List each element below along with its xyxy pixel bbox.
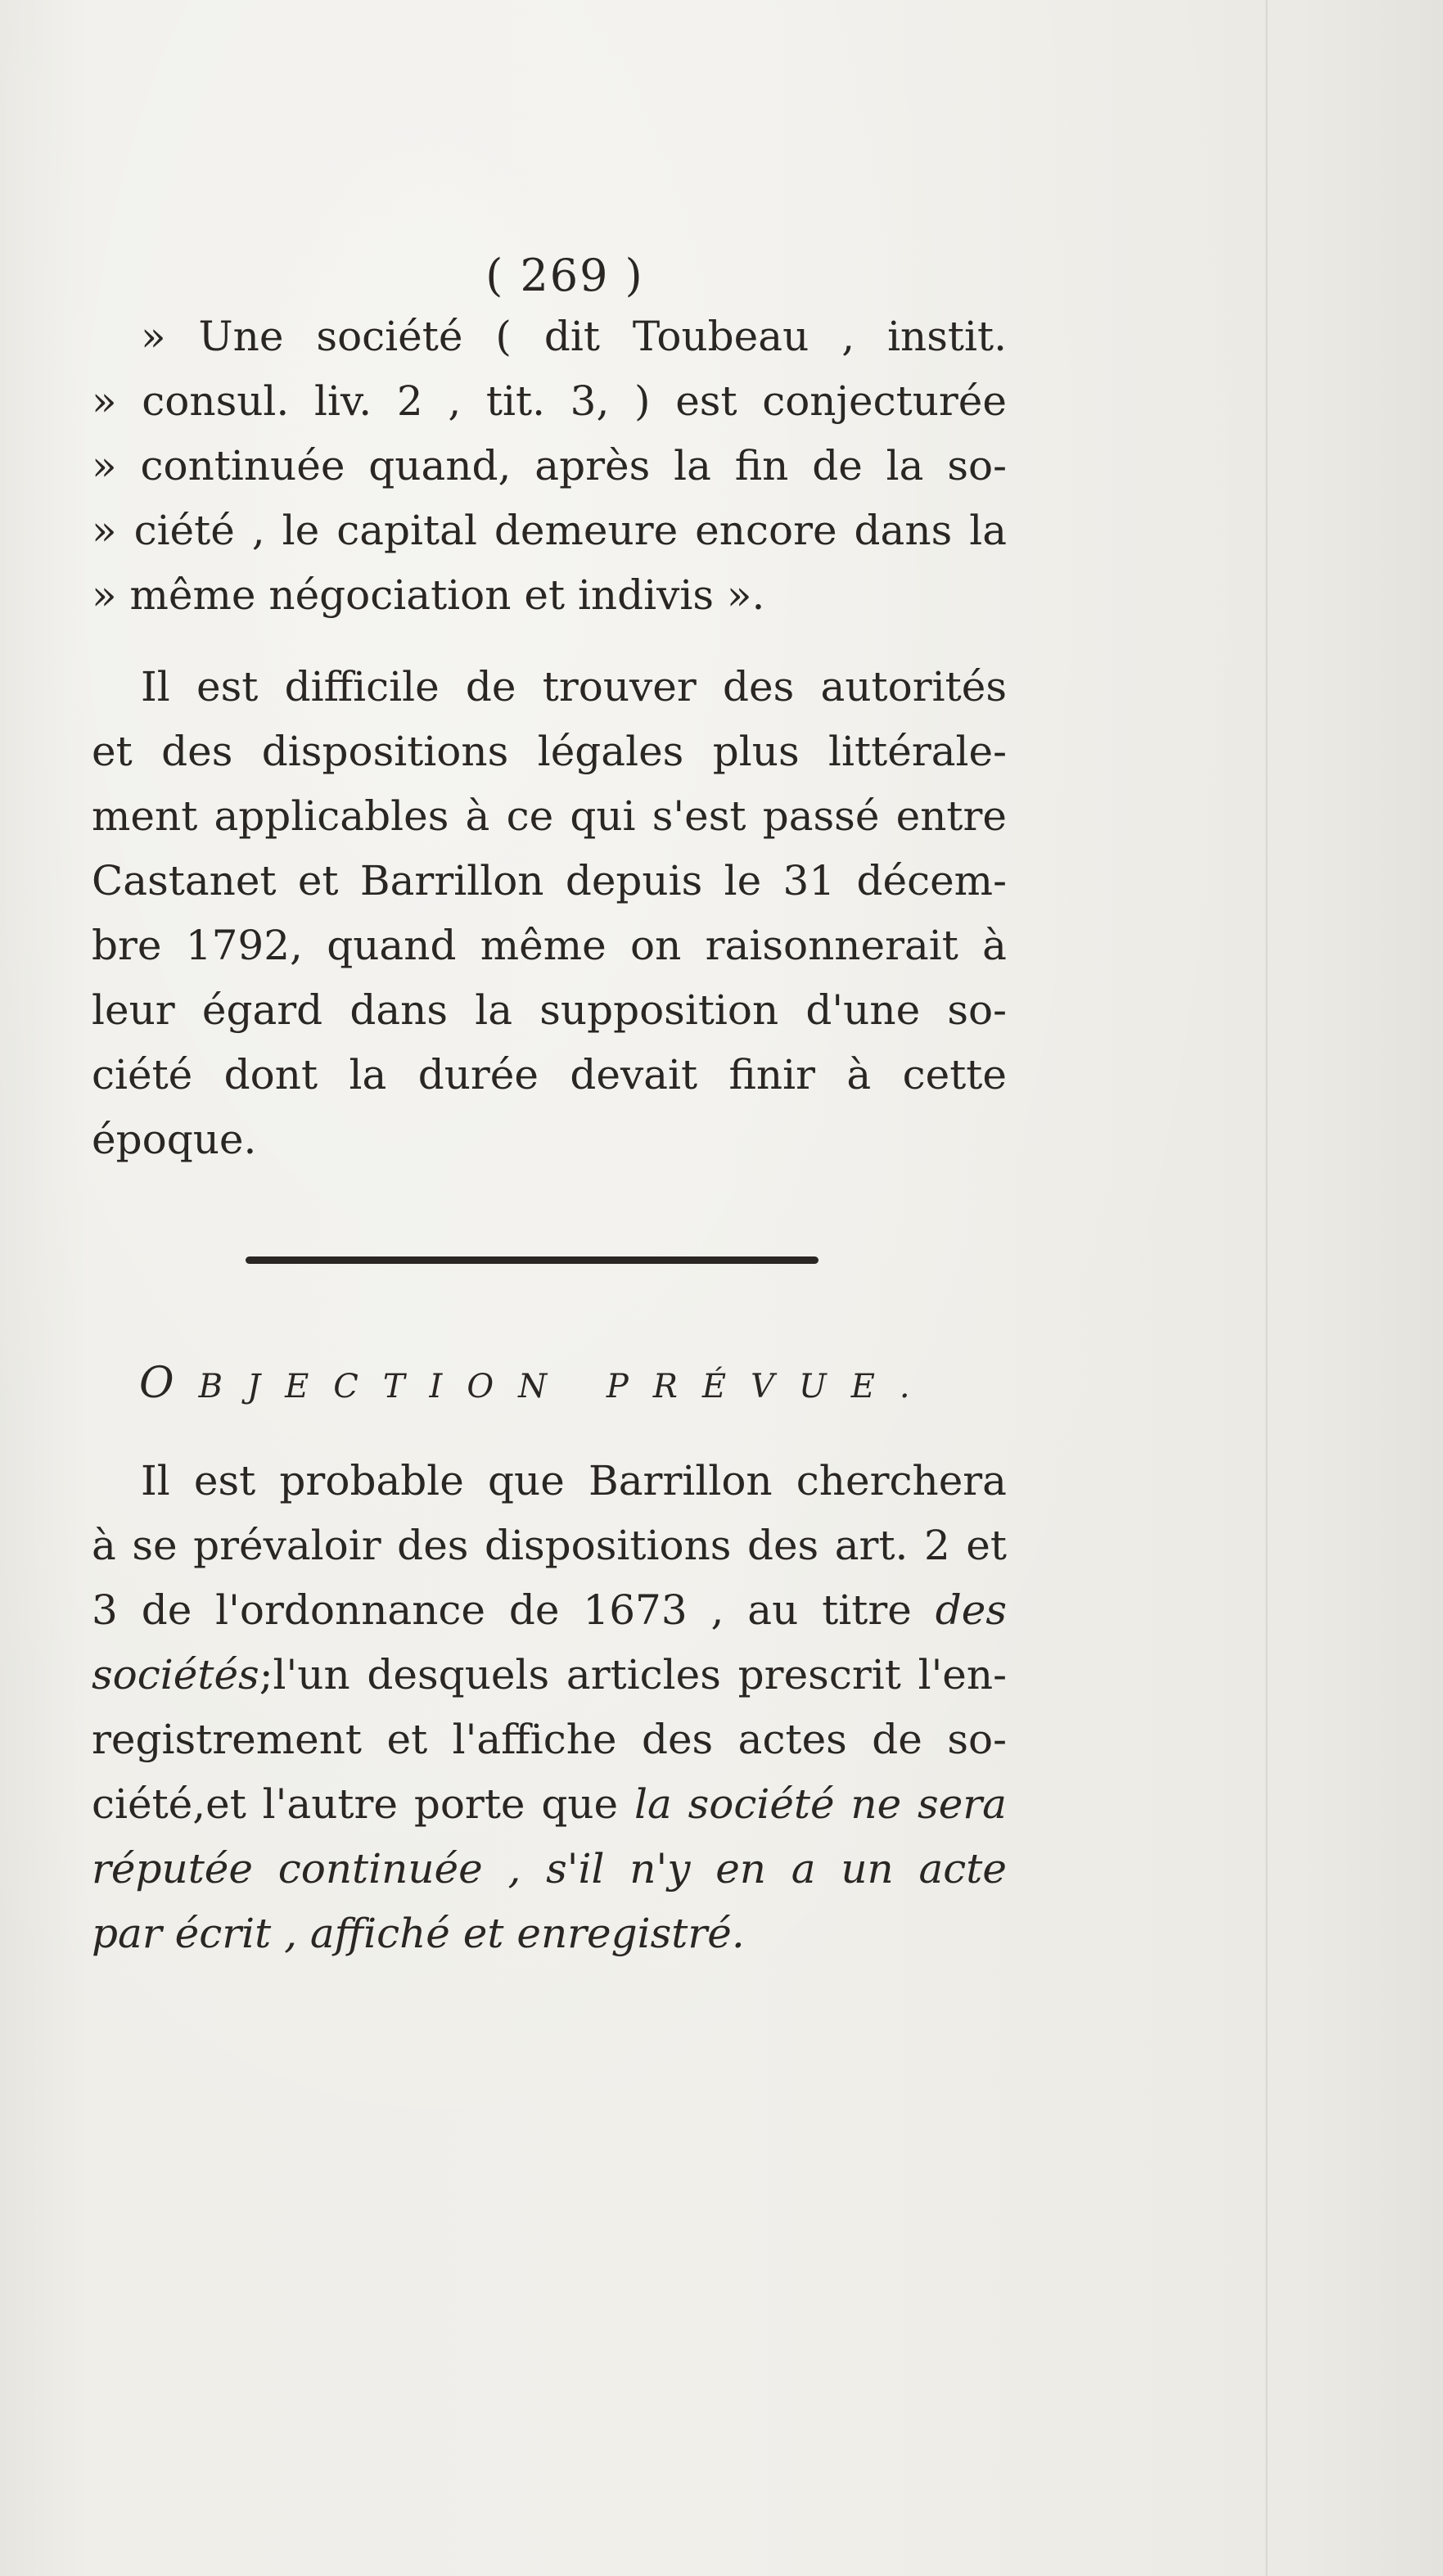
text-run: ;l'un desquels articles prescrit l'en- bbox=[259, 1651, 1007, 1699]
text-line bbox=[92, 1772, 1007, 1837]
section-divider-rule bbox=[246, 1256, 818, 1264]
text-line bbox=[92, 1902, 1007, 1966]
text-line: époque. bbox=[92, 1116, 257, 1163]
section-heading bbox=[139, 1359, 958, 1408]
text-line bbox=[92, 1643, 1007, 1708]
italic-text-run: des bbox=[935, 1586, 1007, 1634]
text-run: ciété,et l'autre porte que bbox=[92, 1780, 634, 1828]
text-line: et des dispositions légales plus littérale- bbox=[92, 728, 1007, 775]
text-line: ciété dont la durée devait finir à cette bbox=[92, 1051, 1007, 1099]
objection-paragraph bbox=[92, 1449, 1007, 1966]
text-line: à se prévaloir des dispositions des art. 2 et bbox=[92, 1522, 1007, 1569]
text-line: » Une société ( dit Toubeau , instit. bbox=[141, 313, 1007, 360]
text-line bbox=[92, 1578, 1007, 1643]
text-run: 3 de l'ordonnance de 1673 , au titre bbox=[92, 1586, 936, 1634]
text-line: registrement et l'affiche des actes de so- bbox=[92, 1716, 1007, 1763]
text-line: ment applicables à ce qui s'est passé entre bbox=[92, 792, 1007, 840]
text-line: » continuée quand, après la fin de la so- bbox=[92, 442, 1007, 489]
quotation-paragraph bbox=[92, 305, 1007, 628]
body-paragraph bbox=[92, 655, 1007, 1172]
text-line: Il est probable que Barrillon cherchera bbox=[141, 1457, 1007, 1505]
text-line: » ciété , le capital demeure encore dans la bbox=[92, 507, 1007, 554]
text-line bbox=[92, 1837, 1007, 1902]
italic-text-run: réputée continuée , s'il n'y en a un acte bbox=[92, 1845, 1007, 1893]
italic-text-run: la société ne sera bbox=[634, 1780, 1007, 1828]
text-line: » même négociation et indivis ». bbox=[92, 571, 765, 619]
page-fold-line bbox=[1265, 0, 1268, 2576]
text-line: bre 1792, quand même on raisonnerait à bbox=[92, 922, 1007, 969]
text-line: leur égard dans la supposition d'une so- bbox=[92, 986, 1007, 1034]
section-heading-initial: O bbox=[139, 1359, 199, 1408]
text-line: Castanet et Barrillon depuis le 31 décem- bbox=[92, 857, 1007, 905]
italic-text-run: par écrit , affiché et enregistré. bbox=[92, 1910, 745, 1957]
section-heading-rest: BJECTION PRÉVUE. bbox=[198, 1368, 935, 1405]
page-number: ( 269 ) bbox=[485, 250, 644, 301]
italic-text-run: sociétés bbox=[92, 1651, 259, 1699]
text-line: » consul. liv. 2 , tit. 3, ) est conjecturée bbox=[92, 377, 1007, 425]
text-line: Il est difficile de trouver des autorités bbox=[141, 663, 1007, 711]
